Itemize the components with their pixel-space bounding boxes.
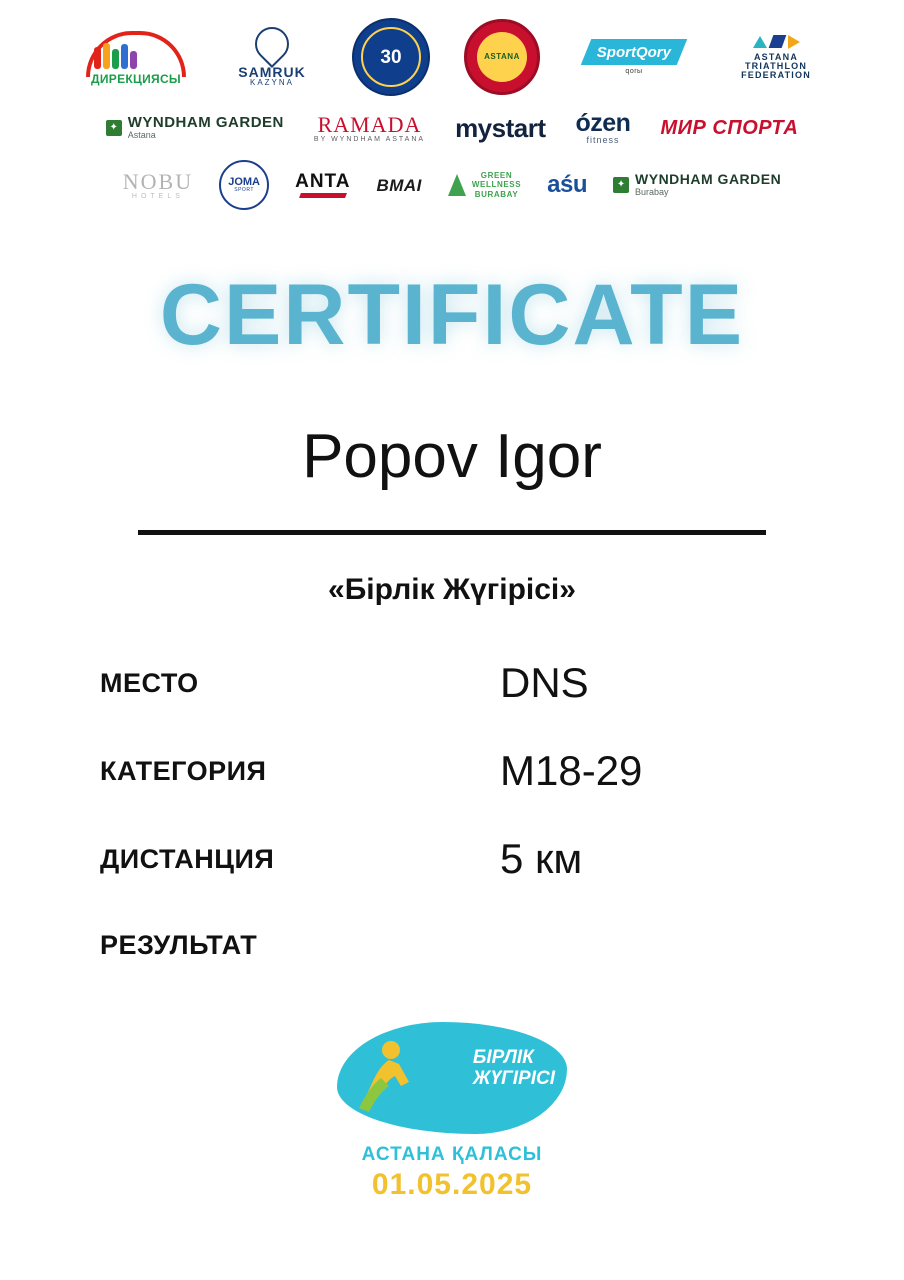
direkciyasy-runners-icon [94,39,148,69]
green-wellness-burabay-logo [448,171,521,199]
divider [138,530,766,535]
table-row [100,923,804,967]
atf-line-3: FEDERATION [741,69,811,80]
sponsor-logos-band [0,0,904,208]
result-label-time: РЕЗУЛЬТАТ [100,929,258,960]
wyndham-garden-burabay-logo [613,168,781,202]
triathlon-shapes-icon [753,35,800,49]
astana-triathlon-federation-logo [728,24,824,90]
wyndham-burabay-logo-text: WYNDHAM GARDEN [635,171,782,188]
ozen-logo-subtext: fitness [586,135,620,145]
sponsor-row-3 [0,162,904,208]
sponsor-row-1 [0,18,904,96]
sport-qory-logo-text: SportQory [596,43,672,61]
anta-logo [295,172,350,198]
table-row [100,659,804,707]
wyndham-astana-logo-subtext: Astana [127,130,156,141]
ozen-fitness-logo [576,111,631,145]
mystart-logo: mystart [455,113,546,143]
ramada-logo-subtext: BY WYNDHAM ASTANA [313,135,426,143]
wyndham-leaf-icon: ✦ [106,120,122,136]
results-table [0,659,904,967]
runner-icon [351,1038,423,1116]
green-wellness-line-1: GREEN [480,171,513,181]
astana-30-text: 30 [361,27,421,87]
event-logo-brand-line-1: БІРЛІК [472,1047,534,1068]
athlete-name: Popov Igor [302,422,602,491]
joma-logo-text: JOMA [228,176,260,188]
atf-line-2: TRIATHLON [744,60,808,71]
nobu-logo-text: NOBU [122,168,194,194]
event-logo-brand [473,1048,555,1089]
green-wellness-line-3: BURABAY [474,189,519,199]
event-logo [319,1022,585,1202]
sport-qory-logo [574,30,694,84]
direkciyasy-logo-text: ДИРЕКЦИЯСЫ [91,72,181,86]
result-value-distance: 5 км [500,835,583,882]
sport-qory-logo-subtext: qorы [625,68,643,75]
result-label-distance: ДИСТАНЦИЯ [100,843,275,874]
bmai-logo: BMAI [376,175,422,195]
joma-logo [219,160,269,210]
sport-qory-swoosh-icon [581,39,688,65]
event-name: «Бірлік Жүгірісі» [328,573,576,606]
wyndham-burabay-logo-subtext: Burabay [635,186,669,197]
wyndham-burabay-leaf-icon: ✦ [613,177,629,193]
nobu-logo-subtext: HOTELS [131,192,184,200]
anta-logo-text: ANTA [295,171,351,192]
event-date: 01.05.2025 [371,1168,533,1201]
samruk-bird-icon [248,20,296,68]
result-value-category: M18-29 [500,747,643,794]
event-logo-brand-line-2: ЖҮГІРІСІ [472,1067,555,1089]
samruk-kazyna-logo [226,24,318,90]
joma-logo-subtext: SPORT [234,187,254,193]
ramada-logo [313,111,426,143]
pine-tree-icon [448,174,466,196]
table-row [100,835,804,883]
green-wellness-line-2: WELLNESS [471,180,522,190]
wyndham-astana-logo-text: WYNDHAM GARDEN [127,113,284,131]
astana-30-logo [352,18,430,96]
atf-line-1: ASTANA [753,51,799,62]
ozen-logo-text: ózen [575,109,631,137]
direkciyasy-logo [80,27,192,87]
nobu-logo [122,168,194,200]
kazakhstan-map-icon [337,1022,567,1134]
wyndham-garden-astana-logo [106,111,284,145]
sponsor-row-2 [0,104,904,152]
astana-emblem-text: ASTANA [477,32,527,82]
anta-bar-icon [299,193,347,198]
page-title: CERTIFICATE [159,267,745,363]
asu-logo: aśu [547,171,588,198]
mir-sporta-logo: МИР СПОРТА [660,117,799,139]
table-row [100,747,804,795]
result-label-category: КАТЕГОРИЯ [100,755,267,786]
result-value-place: DNS [500,659,589,706]
result-label-place: МЕСТО [100,667,199,698]
samruk-logo-text: SAMRUK [238,64,306,80]
samruk-logo-subtext: KAZYNA [249,78,294,87]
event-city: АСТАНА ҚАЛАСЫ [361,1144,543,1165]
ramada-logo-text: RAMADA [317,111,422,137]
astana-emblem-logo [464,19,540,95]
